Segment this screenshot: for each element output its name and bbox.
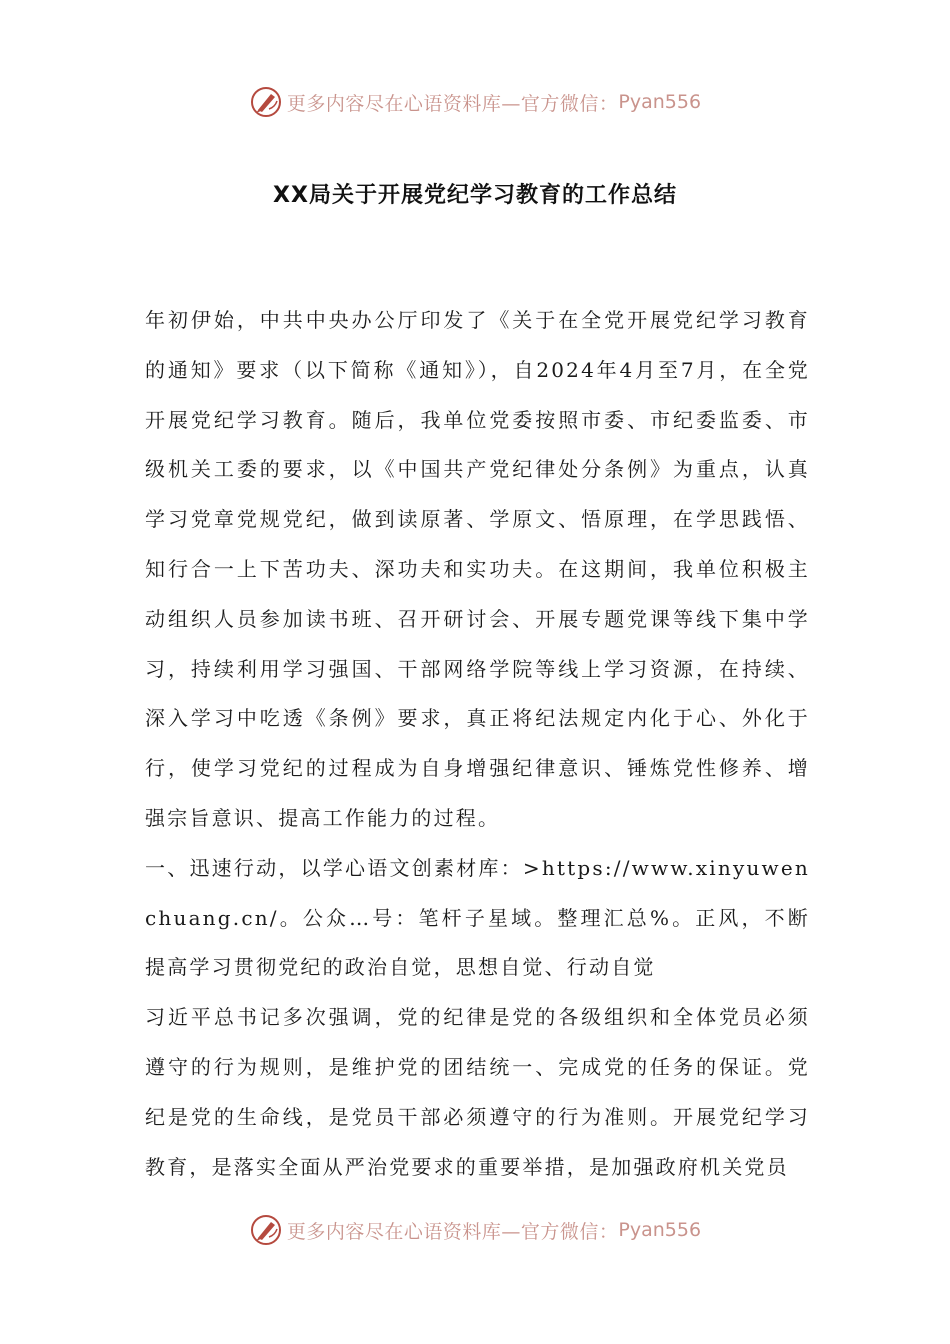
pen-logo-icon xyxy=(249,1213,283,1247)
paragraph-intro: 年初伊始，中共中央办公厅印发了《关于在全党开展党纪学习教育的通知》要求（以下简称《通知》），自2024年4月至7月，在全党开展党纪学习教育。随后，我单位党委按照市委、市纪委监委、市级机关工委的要求，以《中国共产党纪律处分条例》为重点，认真学习党章党规党纪，做到读原著、学原文、悟原理，在学思践悟、知行合一上下苦功夫、深功夫和实功夫。在这期间，我单位积极主动组织人员参加读书班、召开研讨会、开展专题党课等线下集中学习，持续利用学习强国、干部网络学院等线上学习资源，在持续、深入学习中吃透《条例》要求，真正将纪法规定内化于心、外化于行，使学习党纪的过程成为自身增强纪律意识、锤炼党性修养、增强宗旨意识、提高工作能力的过程。 xyxy=(145,308,810,830)
paragraph-section-one-heading: 一、迅速行动，以学心语文创素材库：>https://www.xinyuwenchuang.cn/。公众…号：笔杆子星域。整理汇总%。正风，不断提高学习贯彻党纪的政治自觉，思想自觉、行动自觉 xyxy=(145,855,810,980)
header-banner-handle: Pyan556 xyxy=(618,91,702,113)
pen-logo-icon xyxy=(249,85,283,119)
document-body xyxy=(145,296,810,1192)
header-banner-text: 更多内容尽在心语资料库—官方微信： xyxy=(286,92,619,115)
footer-banner-handle: Pyan556 xyxy=(618,1219,702,1241)
footer-banner-text: 更多内容尽在心语资料库—官方微信： xyxy=(286,1220,619,1243)
paragraph-section-one-body: 习近平总书记多次强调，党的纪律是党的各级组织和全体党员必须遵守的行为规则，是维护党的团结统一、完成党的任务的保证。党纪是党的生命线，是党员干部必须遵守的行为准则。开展党纪学习教育，是落实全面从严治党要求的重要举措，是加强政府机关党员 xyxy=(145,1005,810,1179)
footer-watermark-banner xyxy=(0,1210,950,1250)
document-title: XX局关于开展党纪学习教育的工作总结 xyxy=(273,183,677,208)
header-watermark-banner xyxy=(0,82,950,122)
